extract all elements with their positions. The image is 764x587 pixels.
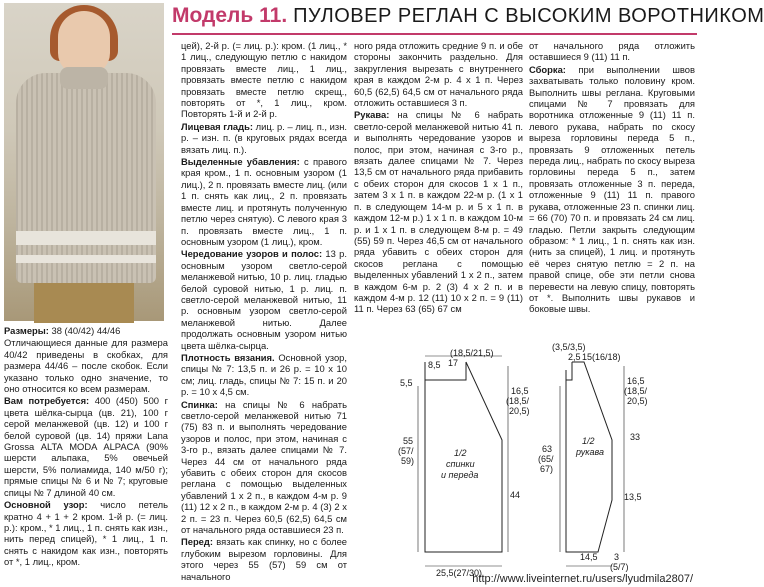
col4-paragraph bbox=[529, 64, 695, 315]
sleeve-length-label-3: 67) bbox=[540, 464, 554, 474]
sleeve-raglan-label-3: 20,5) bbox=[627, 396, 648, 406]
col2-paragraph bbox=[181, 352, 347, 398]
col1-paragraph bbox=[4, 325, 168, 336]
paragraph-heading: Лицевая гладь: bbox=[181, 120, 253, 132]
height-neck-label: 5,5 bbox=[400, 378, 413, 388]
raglan-height-label-2: (18,5/ bbox=[506, 396, 530, 406]
sleeve-bottom-label-1: 14,5 bbox=[580, 552, 598, 562]
title-underline bbox=[172, 33, 697, 35]
sleeve-top-label-1: (3,5/3,5) bbox=[552, 342, 586, 352]
width-top-label: (18,5/21,5) bbox=[450, 348, 494, 358]
paragraph-text: от начального ряда отложить оставшиеся 9 (11) 11 п. bbox=[529, 40, 695, 63]
body-caption-2: спинки bbox=[446, 459, 475, 469]
paragraph-heading: Плотность вязания. bbox=[181, 351, 275, 363]
paragraph-text: число петель кратно 4 + 1 + 2 кром. 1-й р. (= лиц. р.): кром., * 1 лиц., 1 п. снять как изн., нить перед спицей), * 1 лиц., 1 п. снять с накидом как изн., повторять от *, 1 лиц., кром. bbox=[4, 499, 168, 568]
sleeve-top-label-3: 15(16/18) bbox=[582, 352, 621, 362]
bottom-width-label: 25,5(27/30) bbox=[436, 568, 483, 578]
sleeve-length-label-1: 63 bbox=[542, 444, 553, 454]
paragraph-heading: Вам потребуется: bbox=[4, 395, 90, 407]
col3-paragraph bbox=[354, 40, 523, 108]
photo-sweater bbox=[16, 73, 156, 283]
total-height-label-3: 59) bbox=[401, 456, 415, 466]
paragraph-heading: Чередование узоров и полос: bbox=[181, 248, 323, 260]
sleeve-raglan-label-2: (18,5/ bbox=[624, 386, 648, 396]
paragraph-text: на спицы № 6 набрать светло-серой меланжевой нитью 41 п. и выполнять чередование узоров и полос, при этом, начиная с 3-го р., вязать далее спицами № 7. Через 13,5 см от начального ряда прибавить с обеих сторон для скосов 1 х 1 п., затем 3 х 1 п. в каждом 22-м р. (1 х 1 п. в следующем 14-м р. и 5 х 1 п. в каждом 12-м р.) 1 х 1 п. в каждом 10-м р. и 1 х 1 п. в следующем 8-м р. = 49 (55) 59 п. Через 46,5 см от начального ряда убавить с обеих сторон для скосов реглана с помощью выделенных убавлений 1 х 2 п., затем в каждом 6-м р. 2 (3) 4 х 2 п. и в каждом 4-м р. 12 (11) 10 х 2 п. = 9 (11) 11 п. Через 63 (65) 67 см bbox=[354, 109, 523, 315]
col1-paragraph bbox=[4, 337, 168, 394]
col4-paragraph bbox=[529, 40, 695, 63]
photo-stripe bbox=[16, 231, 156, 245]
model-number: Модель 11. bbox=[172, 4, 288, 27]
sleeve-caption-2: рукава bbox=[576, 447, 604, 457]
photo-head bbox=[58, 11, 110, 75]
body-caption-1: 1/2 bbox=[454, 448, 467, 458]
sleeve-cuff-label: 13,5 bbox=[624, 492, 642, 502]
paragraph-text: Отличающиеся данные для размера 40/42 приведены в скобках, для размера 44/46 – после скобок. Если указано только одно значение, то оно относится ко всем размерам. bbox=[4, 337, 168, 395]
col2-paragraph bbox=[181, 40, 347, 120]
photo-collar bbox=[60, 67, 108, 89]
paragraph-heading: Спинка: bbox=[181, 398, 218, 410]
col3-paragraph bbox=[354, 109, 523, 314]
paragraph-text: 400 (450) 500 г цвета шёлка-сырца (цв. 21), 100 г серой меланжевой (цв. 12) и 100 г белой суровой (цв. 14) пряжи Lana Grossa ALTA MODA ALPACA (90% шерсти альпака, 5% овечьей шерсти, 5% полиамида, 140 м/50 г); прямые спицы № 6 и № 7; круговые спицы № 7 длиной 40 см. bbox=[4, 395, 168, 498]
paragraph-text: цей), 2-й р. (= лиц. р.): кром. (1 лиц., * 1 лиц., следующую петлю с накидом провязать вместе лиц., 1 лиц., провязать вместе петлю с накидом провязать вместе петлю скрещ., повторять от *, 1 лиц., кром. Повторять 1-й и 2-й р. bbox=[181, 40, 347, 120]
paragraph-text: вязать как спинку, но с более глубоким вырезом горловины. Для этого через 55 (57) 59 см от начального bbox=[181, 536, 347, 582]
col2-paragraph bbox=[181, 399, 347, 536]
text-column-4 bbox=[529, 40, 695, 318]
paragraph-heading: Сборка: bbox=[529, 63, 566, 75]
paragraph-heading: Размеры: bbox=[4, 325, 49, 336]
photo-skirt bbox=[34, 283, 134, 323]
photo-stripe bbox=[16, 255, 156, 263]
raglan-height-label-1: 16,5 bbox=[511, 386, 529, 396]
paragraph-text: лиц. р. – лиц. п., изн. р. – изн. п. (в круговых рядах всегда вязать лиц. п.). bbox=[181, 120, 347, 155]
sleeve-bottom-label-3: (5/7) bbox=[610, 562, 629, 572]
paragraph-text: на спицы № 6 набрать светло-серой меланжевой нитью 71 (75) 83 п. и выполнять чередование узоров и полос, при этом, начиная с 3-го р., вязать далее спицами № 7. Через 44 см от начального ряда убавить с обеих сторон для скосов реглана с помощью выделенных убавлений 1 х 2 п., в каждом 4-м р. 9 (11) 12 х 2 п., в каждом 2-м р. 4 (3) 2 х 2 п. = 23 п. Через 60,5 (62,5) 64,5 см от начального ряда оставшиеся 23 п. bbox=[181, 398, 347, 536]
total-height-label-2: (57/ bbox=[398, 446, 414, 456]
model-photo bbox=[4, 3, 164, 321]
paragraph-text: 38 (40/42) 44/46 bbox=[48, 325, 121, 336]
col2-paragraph bbox=[181, 121, 347, 155]
paragraph-text: Основной узор, спицы № 7: 13,5 п. и 26 р. = 10 х 10 см; лиц. гладь, спицы № 7: 15 п. и 20 р. = 10 х 4,5 см. bbox=[181, 351, 347, 398]
sleeve-length-label-2: (65/ bbox=[538, 454, 554, 464]
sleeve-bottom-label-2: 3 bbox=[614, 552, 620, 562]
paragraph-text: ного ряда отложить средние 9 п. и обе стороны закончить раздельно. Для закругления вырезать с внутреннего края в каждом 2-м р. 4 х 1 п. Через 60,5 (62,5) 64,5 см от начального ряда отложить оставшиеся 3 п. bbox=[354, 40, 523, 109]
col1-paragraph bbox=[4, 395, 168, 498]
sleeve-raglan-label-1: 16,5 bbox=[627, 376, 645, 386]
watermark-url: http://www.liveinternet.ru/users/lyudmila2807/ bbox=[472, 573, 693, 585]
body-pattern-diagram bbox=[392, 340, 532, 580]
sleeve-mid-label: 33 bbox=[630, 432, 641, 442]
paragraph-heading: Перед: bbox=[181, 536, 213, 548]
col2-paragraph bbox=[181, 156, 347, 247]
model-title: ПУЛОВЕР РЕГЛАН С ВЫСОКИМ ВОРОТНИКОМ bbox=[293, 5, 764, 27]
paragraph-heading: Основной узор: bbox=[4, 499, 88, 511]
side-height-label: 44 bbox=[510, 490, 521, 500]
col1-paragraph bbox=[4, 499, 168, 567]
text-column-1 bbox=[4, 325, 168, 568]
page-title bbox=[172, 4, 764, 34]
raglan-height-label-3: 20,5) bbox=[509, 406, 530, 416]
sleeve-top-label-2: 2,5 bbox=[568, 352, 581, 362]
width-neck-label: 8,5 bbox=[428, 360, 441, 370]
paragraph-heading: Выделенные убавления: bbox=[181, 156, 300, 168]
body-caption-3: и переда bbox=[441, 470, 479, 480]
col2-paragraph bbox=[181, 536, 347, 582]
paragraph-text: 13 р. основным узором светло-серой меланжевой нитью, 10 р. лиц. гладью белой суровой нитью, 1 р. лиц. п. светло-серой меланжевой нитью, 11 р. основным узором светло-серой меланжевой нитью. Далее продолжать основным узором нитью цвета шёлка-сырца. bbox=[181, 248, 347, 351]
paragraph-text: с правого края кром., 1 п. основным узором (1 лиц.), 2 п. провязать вместе лиц. (или 1 п. снять как лиц., 2 п. провязать вместе лиц. и протянуть полученную петлю через снятую). С левого края 3 п. провязать вместе лиц., 1 п. основным узором (1 лиц.), кром. bbox=[181, 156, 347, 247]
paragraph-text: при выполнении швов захватывать только половину кром. Выполнить швы реглана. Круговыми спицами № 7 провязать для воротника отложенные 9 (11) 11 п. левого рукава, набрать по скосу выреза горловины переда 5 п., провязать 9 отложенных петель переда лиц., набрать по скосу выреза горловины переда 5 п., затем провязать отложенные 3 п. переда, отложенные 9 (11) 11 п. правого рукава, отложенные 23 п. спинки лиц. = 66 (70) 70 п. и провязать 24 см лиц. гладью. Петли закрыть следующим образом: * 1 лиц., 1 п. снять как изн. (нить за спицей), 1 лиц. и протянуть её через снятую петлю = 2 п. на правой спице, обе эти петли снова перевести на левую спицу, повторять от *. Выполнить швы рукавов и боковые швы. bbox=[529, 63, 695, 315]
width-shoulder-label: 17 bbox=[448, 358, 459, 368]
text-column-2 bbox=[181, 40, 347, 586]
paragraph-heading: Рукава: bbox=[354, 109, 390, 121]
sleeve-pattern-diagram bbox=[538, 340, 658, 580]
total-height-label-1: 55 bbox=[403, 436, 414, 446]
text-column-3 bbox=[354, 40, 523, 318]
col2-paragraph bbox=[181, 248, 347, 351]
sleeve-caption-1: 1/2 bbox=[582, 436, 595, 446]
